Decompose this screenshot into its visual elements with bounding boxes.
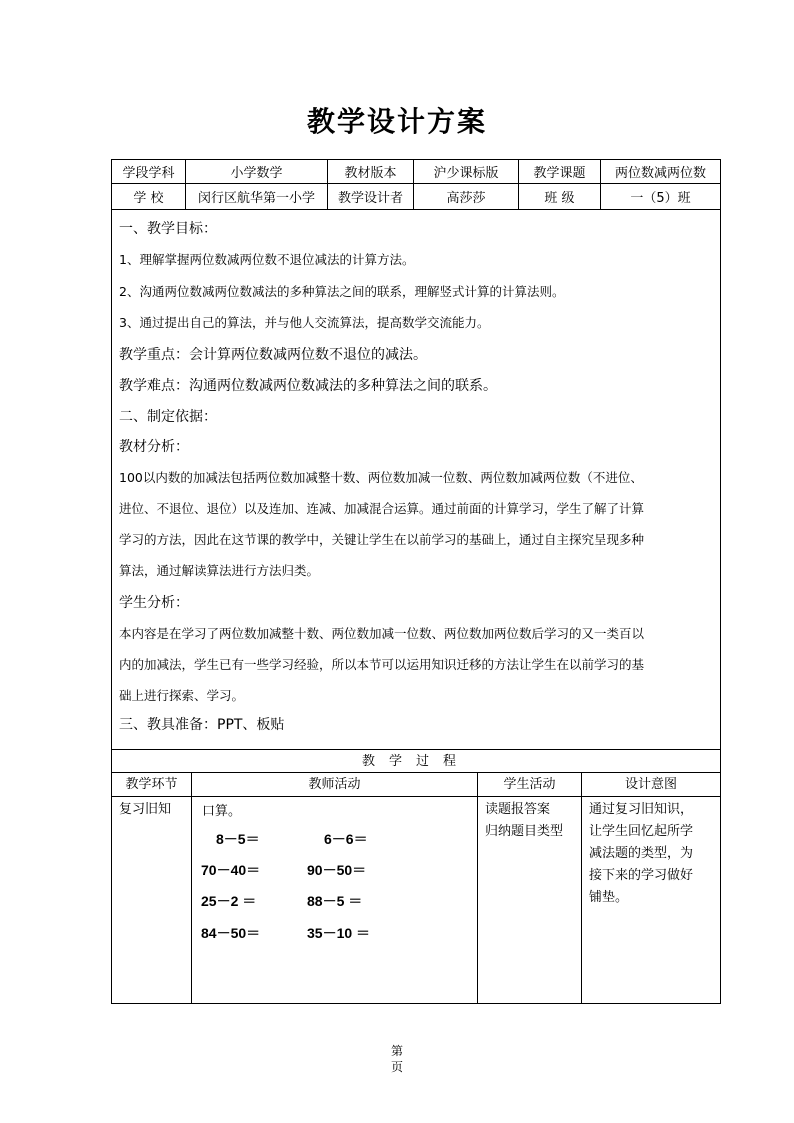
col-header-student: 学生活动 bbox=[503, 777, 556, 792]
process-grid bbox=[112, 773, 720, 1003]
exercise-item: 6－6＝ bbox=[324, 831, 368, 847]
label-designer: 教学设计者 bbox=[328, 184, 414, 209]
stage-name: 复习旧知 bbox=[119, 802, 172, 817]
intent-line: 减法题的类型，为 bbox=[589, 846, 694, 861]
intent-line: 铺垫。 bbox=[589, 890, 629, 905]
col-header-intent: 设计意图 bbox=[624, 777, 677, 792]
intent-line: 通过复习旧知识， bbox=[589, 802, 694, 817]
value-school: 闵行区航华第一小学 bbox=[186, 184, 328, 209]
page-label-top: 第 bbox=[390, 1044, 403, 1058]
student-analysis-line: 础上进行探索、学习。 bbox=[119, 688, 245, 703]
process-title: 教学过程 bbox=[112, 750, 720, 773]
student-activity-line: 归纳题目类型 bbox=[485, 824, 564, 839]
student-analysis-title: 学生分析： bbox=[119, 595, 189, 611]
section-materials: 三、教具准备：PPT、板贴 bbox=[119, 717, 285, 733]
section-goals: 一、教学目标： bbox=[119, 221, 217, 237]
student-analysis-line: 内的加减法，学生已有一些学习经验，所以本节可以运用知识迁移的方法让学生在以前学习的基 bbox=[119, 657, 645, 672]
plan-body bbox=[112, 210, 720, 750]
header-row-2 bbox=[112, 184, 720, 210]
textbook-analysis-line: 进位、不退位、退位）以及连加、连减、加减混合运算。通过前面的计算学习，学生了解了计算 bbox=[119, 501, 645, 516]
exercise-item: 25－2 ＝ bbox=[201, 893, 257, 909]
document-title: 教学设计方案 bbox=[306, 105, 487, 138]
textbook-analysis-line: 算法，通过解读算法进行方法归类。 bbox=[119, 563, 320, 578]
goal-1: 1、理解掌握两位数减两位数不退位减法的计算方法。 bbox=[119, 252, 415, 267]
section-basis: 二、制定依据： bbox=[119, 409, 217, 425]
student-activity-line: 读题报答案 bbox=[485, 802, 551, 817]
header-row-1 bbox=[112, 160, 720, 184]
difficulty: 教学难点：沟通两位数减两位数减法的多种算法之间的联系。 bbox=[119, 378, 497, 394]
label-class: 班 级 bbox=[519, 184, 601, 209]
value-topic: 两位数减两位数 bbox=[614, 166, 706, 181]
label-textbook: 教材版本 bbox=[328, 160, 414, 183]
row-divider bbox=[112, 796, 720, 797]
page-footer bbox=[0, 1043, 794, 1075]
column-divider bbox=[477, 773, 478, 1003]
teacher-intro: 口算。 bbox=[202, 804, 242, 819]
label-topic: 教学课题 bbox=[519, 160, 601, 183]
col-header-stage: 教学环节 bbox=[125, 777, 178, 792]
key-point: 教学重点：会计算两位数减两位数不退位的减法。 bbox=[119, 347, 427, 363]
textbook-analysis-line: 100以内数的加减法包括两位数加减整十数、两位数加减一位数、两位数加减两位数（不进位、 bbox=[119, 470, 643, 485]
student-analysis-line: 本内容是在学习了两位数加减整十数、两位数加减一位数、两位数加两位数后学习的又一类百以 bbox=[119, 626, 645, 641]
design-table bbox=[111, 159, 721, 1004]
col-header-teacher: 教师活动 bbox=[308, 777, 361, 792]
value-subject: 小学数学 bbox=[186, 160, 328, 183]
value-designer: 高莎莎 bbox=[414, 184, 519, 209]
textbook-analysis-line: 学习的方法，因此在这节课的教学中，关键让学生在以前学习的基础上，通过自主探究呈现多种 bbox=[119, 532, 645, 547]
exercise-item: 88－5 ＝ bbox=[307, 893, 363, 909]
exercise-item: 8－5＝ bbox=[216, 831, 260, 847]
intent-line: 让学生回忆起所学 bbox=[589, 824, 694, 839]
goal-2: 2、沟通两位数减两位数减法的多种算法之间的联系，理解竖式计算的计算法则。 bbox=[119, 284, 565, 299]
goal-3: 3、通过提出自己的算法，并与他人交流算法，提高数学交流能力。 bbox=[119, 315, 490, 330]
exercise-item: 35－10 ＝ bbox=[307, 925, 371, 941]
exercise-item: 90－50＝ bbox=[307, 862, 367, 878]
textbook-analysis-title: 教材分析： bbox=[119, 439, 189, 455]
column-divider bbox=[191, 773, 192, 1003]
label-subject: 学段学科 bbox=[112, 160, 186, 183]
value-class: 一（5）班 bbox=[630, 191, 691, 206]
page-label-bottom: 页 bbox=[390, 1060, 403, 1074]
exercise-item: 84－50＝ bbox=[201, 925, 261, 941]
intent-line: 接下来的学习做好 bbox=[589, 868, 694, 883]
column-divider bbox=[581, 773, 582, 1003]
exercise-item: 70－40＝ bbox=[201, 862, 261, 878]
label-school: 学 校 bbox=[112, 184, 186, 209]
value-textbook: 沪少课标版 bbox=[414, 160, 519, 183]
